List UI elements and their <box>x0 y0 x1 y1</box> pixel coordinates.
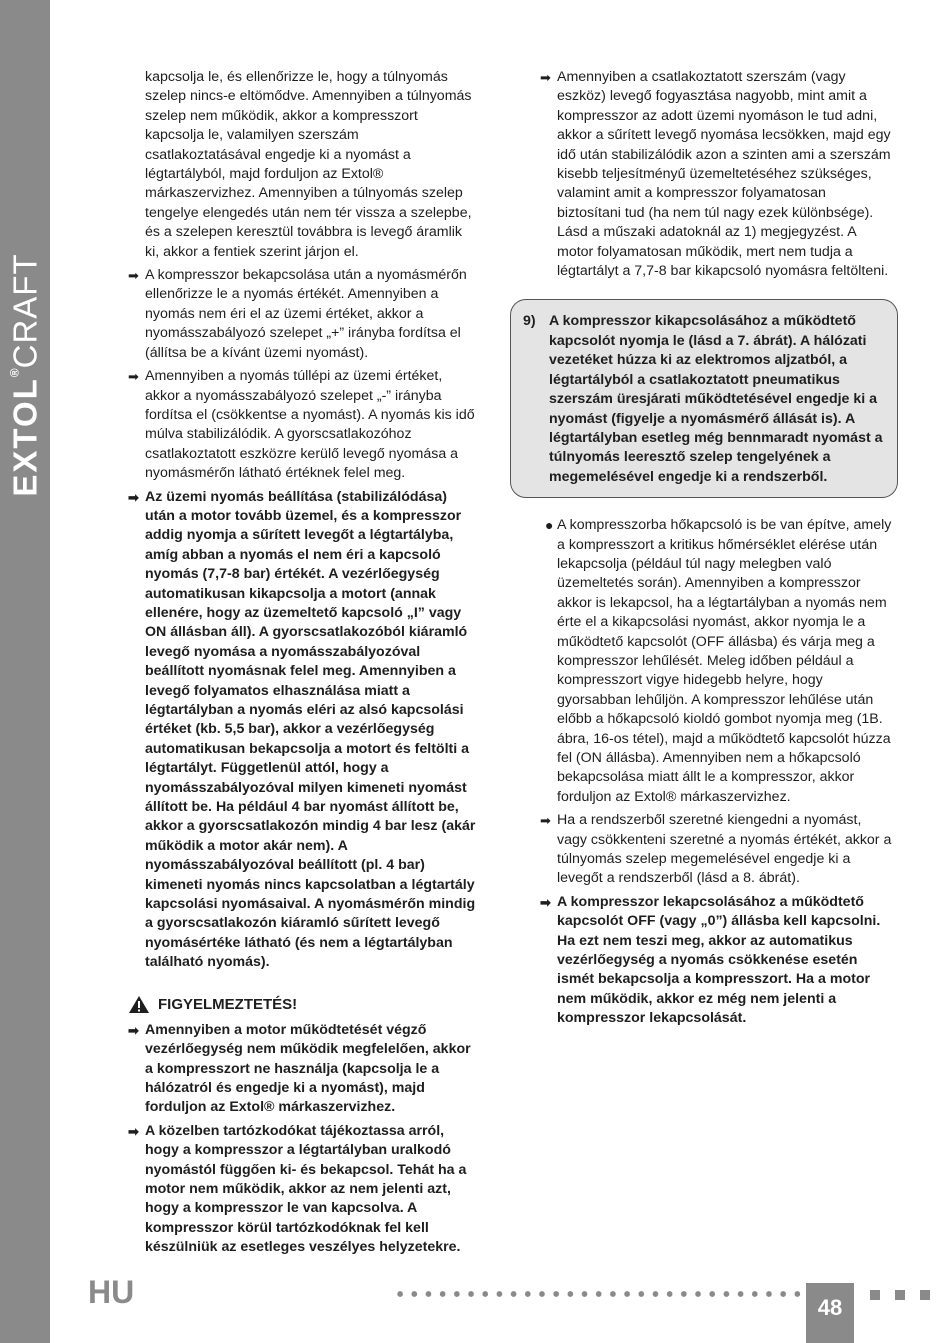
arrow-right-icon: ➡ <box>540 813 551 829</box>
list-item-text: Ha a rendszerből szeretné kiengedni a nyomást, vagy csökkenteni szeretné a nyomás értékét, akkor a túlnyomás szelep megemelésével engedje ki a levegőt a rendszerből (lásd a 8. ábrát). <box>557 812 892 887</box>
footer-square <box>895 1290 905 1300</box>
list-item-text: A kompresszor bekapcsolása után a nyomásmérőn ellenőrizze le a nyomás értékét. Amennyiben a nyomás nem éri el az üzemi értéket, akkor a nyomásszabályozó szelepet „+” irányba fordítsa el (állítsa be a kívánt üzemi nyomást). <box>145 267 467 361</box>
list-item-text: A kompresszorba hőkapcsoló is be van építve, amely a kompresszort a kritikus hőmérséklet elérése után lekapcsolja (például túl nagy melegben való üzemeltetés során). Amennyiben a kompresszor akkor is lekapcsol, ha a légtartályban a nyomás nem érte el a kikapcsolási nyomást, akkor nyomja le a működtető kapcsolót (OFF állásba) és várja meg a kompresszor lehűlését. Meleg időben például a kompresszort vigye hidegebb helyre, hogy gyorsabban lehűljön. A kompresszor lehűlése után előbb a hőkapcsoló kioldó gombot nyomja meg (1B. ábra, 16-os tétel), majd a működtető kapcsolót húzza fel (ON állásba). Amennyiben nem a hőkapcsoló bekapcsolása miatt állt le a kompresszor, akkor forduljon az Extol® márkaszervizhez. <box>557 517 892 805</box>
list-item-text: Amennyiben a motor működtetését végző vezérlőegység nem működik megfelelően, akkor a kompresszort ne használja (kapcsolja le a hálózatról és engedje ki a nyomást), majd forduljon az Extol® márkaszervizhez. <box>145 1021 471 1116</box>
sidebar-band <box>0 0 50 1343</box>
list-item <box>540 516 892 807</box>
page-number: 48 <box>817 1295 843 1320</box>
right-column <box>523 68 892 1033</box>
brand-name-bold: EXTOL <box>6 377 44 497</box>
footer-dot-row <box>393 1290 803 1298</box>
arrow-right-icon: ➡ <box>128 268 139 284</box>
warning-title: FIGYELMEZTETÉS! <box>158 995 298 1013</box>
step-number: 9) <box>523 313 536 330</box>
step-text: A kompresszor kikapcsolásához a működtető kapcsolót nyomja le (lásd a 7. ábrát). A hálózati vezetéket húzza ki az elektromos aljzatból, a légtartályból a csatlakoztatott pneumatikus szerszám üresjárati működtetésével engedje ki a nyomást (figyelje a nyomásmérő állását is). A légtartályban esetleg még bennmaradt nyomást a túlnyomás leeresztő szelep tengelyének a megemelésével engedje ki a rendszerből. <box>549 313 883 485</box>
footer-square <box>920 1290 930 1300</box>
continued-paragraph: kapcsolja le, és ellenőrizze le, hogy a túlnyomás szelep nincs-e eltömődve. Amennyiben a túlnyomás szelep nem működik, akkor a kompresszort kapcsolja le, valamilyen szerszám csatlakoztatásával engedje ki a nyomást a légtartályból, majd forduljon az Extol® márkaszervizhez. Amennyiben a túlnyomás szelep tengelye elengedés után nem tér vissza a szelepbe, és a szelepen keresztül továbbra is levegő áramlik ki, akkor a fentiek szerint járjon el. <box>145 69 472 260</box>
step-box <box>510 299 898 498</box>
footer-square <box>870 1290 880 1300</box>
arrow-right-icon: ➡ <box>540 894 551 910</box>
arrow-right-icon: ➡ <box>128 489 139 505</box>
list-item-text: Amennyiben a nyomás túllépi az üzemi értéket, akkor a nyomásszabályozó szelepet „-” irányba fordítsa el (csökkentse a nyomást). A nyomás kis idő múlva stabilizálódik. A gyorscsatlakozóhoz csatlakoztatott eszközre kerülő levegő nyomása a nyomásmérőn látható értéknek felel meg. <box>145 368 475 482</box>
list-item <box>128 266 478 363</box>
list-item-text: A kompresszor lekapcsolásához a működtető kapcsolót OFF (vagy „0”) állásba kell kapcsolni. Ha ezt nem teszi meg, akkor az automatikus vezérlőegység a nyomás csökkenése esetén ismét bekapcsolja a kompresszort. Ha a motor nem működik, akkor ez még nem jelenti a kompresszor lekapcsolását. <box>557 893 881 1027</box>
arrow-right-icon: ➡ <box>128 1022 139 1038</box>
arrow-right-icon: ➡ <box>128 369 139 385</box>
list-item <box>128 367 478 483</box>
page-number-box <box>806 1283 854 1343</box>
list-item-text: Az üzemi nyomás beállítása (stabilizálódása) után a motor tovább üzemel, és a kompresszor addig nyomja a sűrített levegőt a légtartályba, amíg abban a nyomás el nem éri a kapcsoló nyomás (7,7-8 bar) értékét. A vezérlőegység automatikusan kikapcsolja a motort (annak ellenére, hogy az üzemeltető kapcsoló „I” vagy ON állásban áll). A gyorscsatlakozóból kiáramló levegő nyomása a nyomásszabályozóval beállított nyomásnak felel meg. Amennyiben a levegő folyamatos elhasználása miatt a légtartályban a nyomás eléri az alsó kapcsolási értéket (kb. 5,5 bar), akkor a vezérlőegység automatikusan bekapcsolja a motort és feltölti a légtartályt. Függetlenül attól, hogy a nyomásszabályozóval milyen kimeneti nyomást állított be. Ha például 4 bar nyomást állított be, akkor a gyorscsatlakozón mindig 4 bar lesz (akár működik a motor akár nem). A nyomásszabályozóval beállított (pl. 4 bar) kimeneti nyomás nincs kapcsolatban a légtartály kapcsolási nyomásaival. A nyomásmérőn mindig a gyorscsatlakozón kiáramló sűrített levegő nyomásértéke látható (és nem a légtartályban található nyomás). <box>145 488 476 971</box>
warning-heading <box>128 995 478 1015</box>
list-item <box>540 893 892 1029</box>
list-item-text: Amennyiben a csatlakoztatott szerszám (vagy eszköz) levegő fogyasztása nagyobb, mint amit a kompresszor az adott üzemi nyomáson le tud adni, akkor a sűrített levegő nyomása lecsökken, majd egy idő után stabilizálódik azon a szinten ami a szerszám kisebb teljesítményű üzemeltetéséhez szükséges, valamint amit a kompresszor folyamatosan biztosítani tud (ha nem túl nagy ezek különbsége). Lásd a műszaki adatoknál az 1) megjegyzést. A motor folyamatosan működik, mert nem tudja a légtartályt a 7,7-8 bar kikapcsoló nyomásra feltölteni. <box>557 69 891 280</box>
language-code: HU <box>88 1274 135 1310</box>
list-item <box>128 1122 478 1258</box>
list-item <box>540 68 892 281</box>
brand-logo <box>6 253 44 497</box>
arrow-right-icon: ➡ <box>128 1123 139 1139</box>
list-item-text: A közelben tartózkodókat tájékoztassa arról, hogy a kompresszor a légtartályban uralkodó nyomástól függően ki- és bekapcsol. Tehát ha a motor nem működik, akkor az nem jelenti azt, hogy a kompresszor le van kapcsolva. A kompresszor körül tartózkodóknak fel kell készülniük az esetleges veszélyes helyzetekre. <box>145 1122 467 1256</box>
left-column <box>128 68 478 1262</box>
bullet-dot-icon: ● <box>545 517 554 534</box>
list-item <box>128 1021 478 1118</box>
warning-triangle-icon <box>128 995 150 1014</box>
list-item <box>540 811 892 889</box>
brand-registered-mark: ® <box>7 368 22 378</box>
arrow-right-icon: ➡ <box>540 70 551 85</box>
list-item <box>128 488 478 973</box>
brand-name-light: CRAFT <box>6 253 44 369</box>
